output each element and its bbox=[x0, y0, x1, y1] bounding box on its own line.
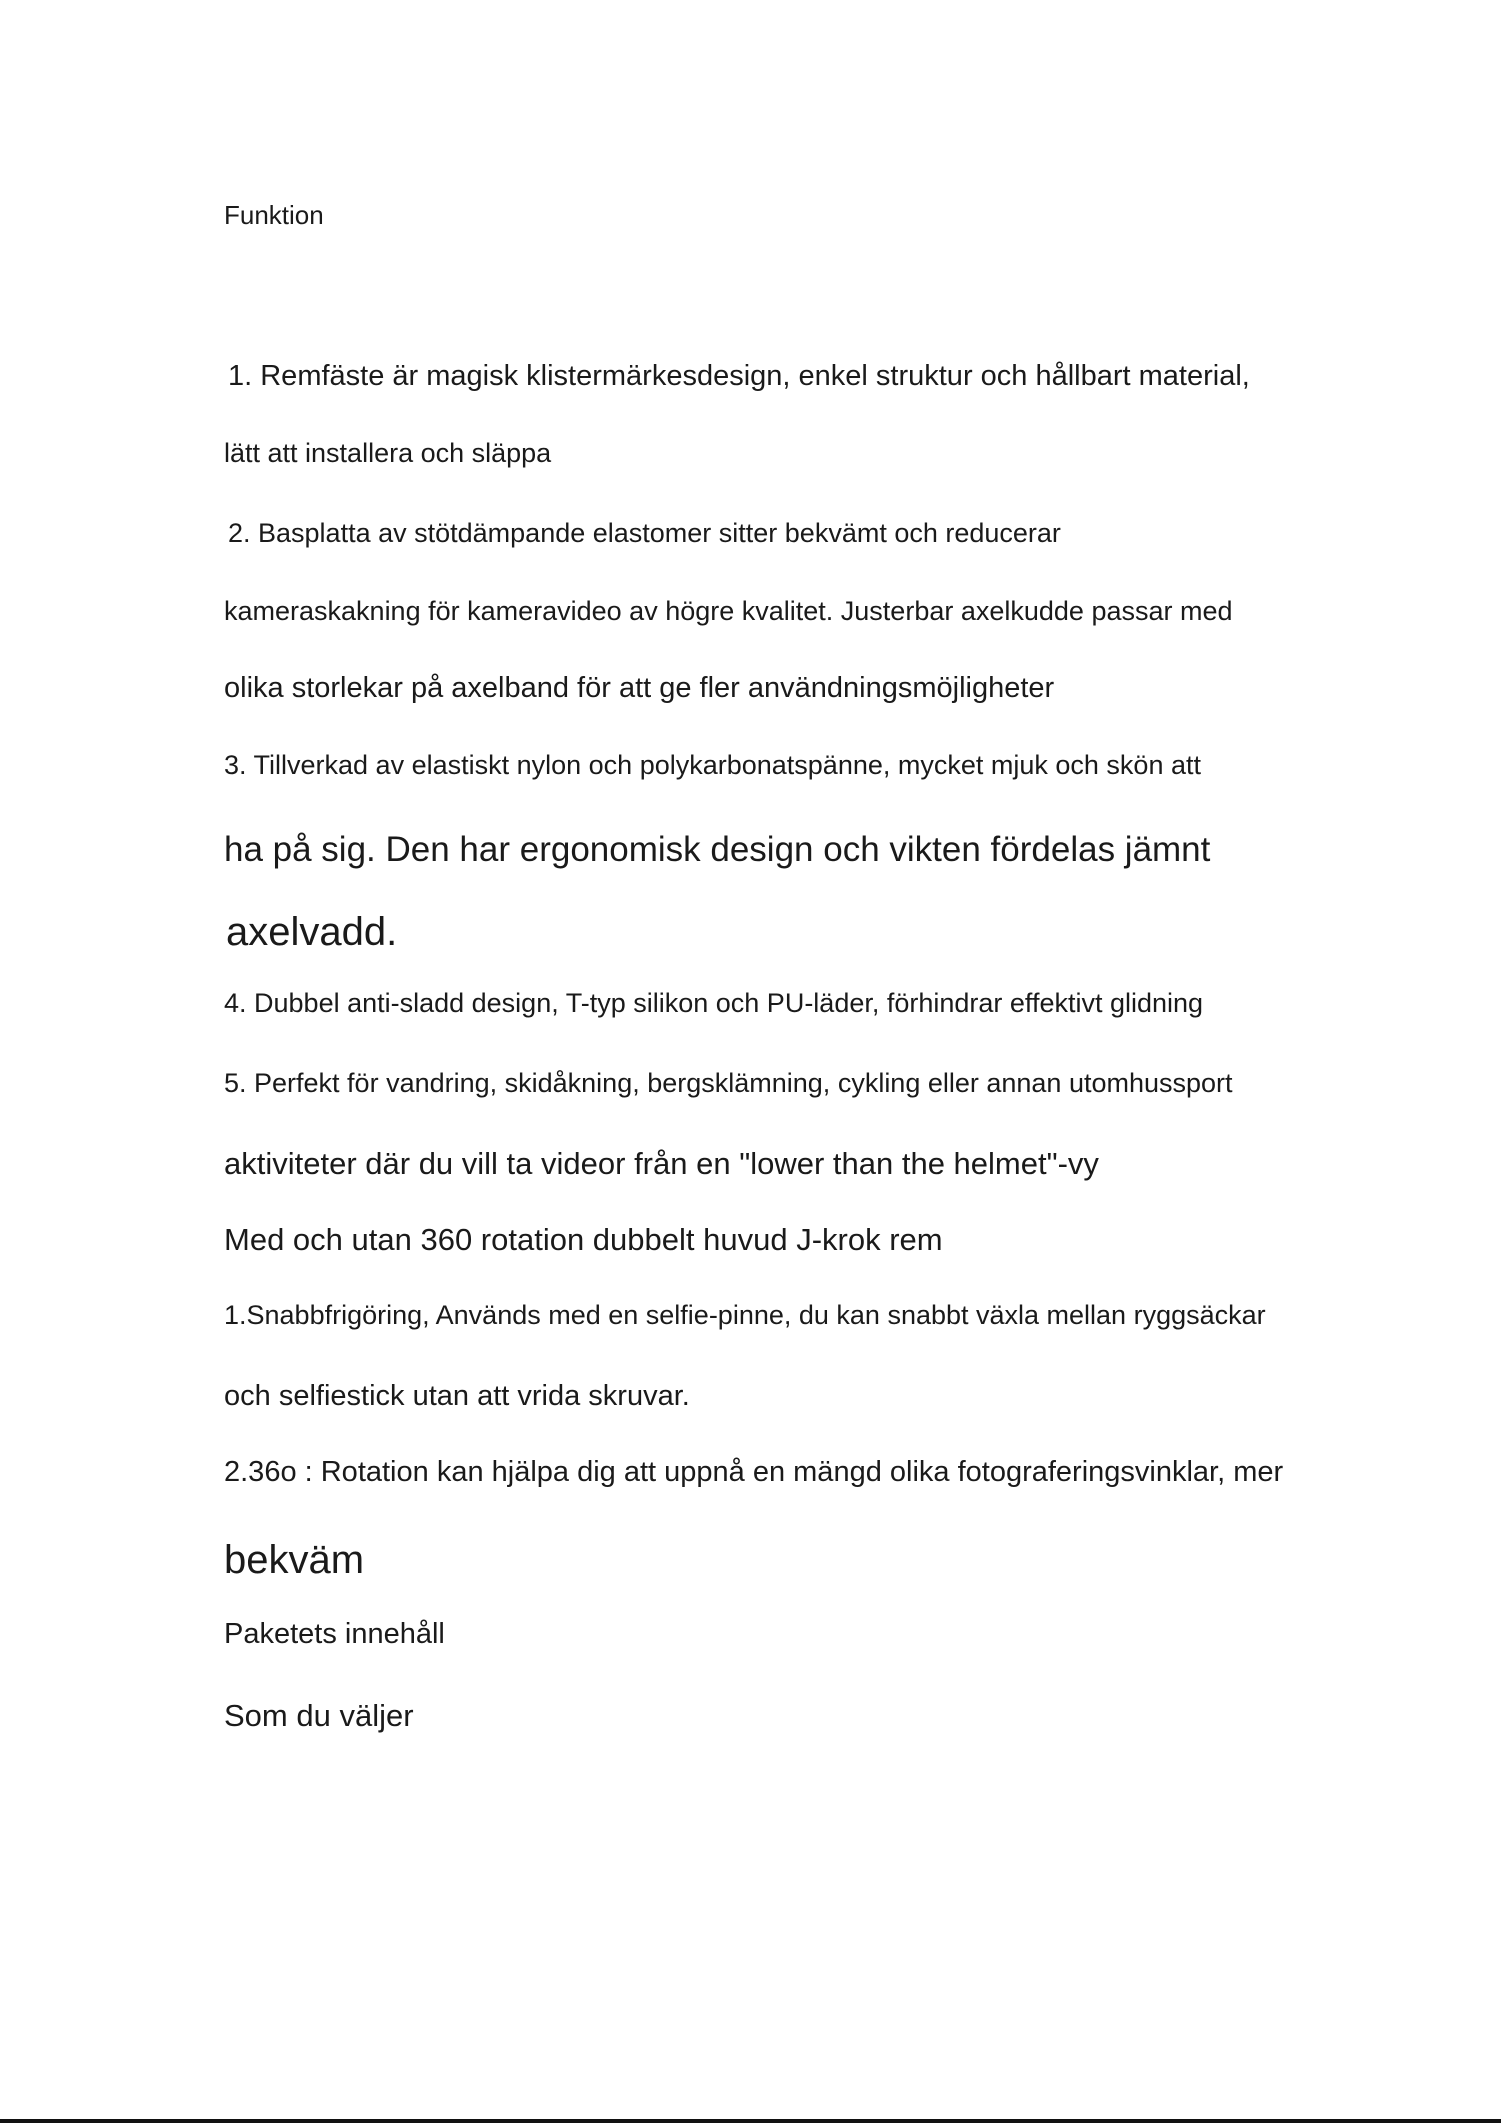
feature-line-4: 4. Dubbel anti-sladd design, T-typ silikon och PU-läder, förhindrar effektivt glidning bbox=[224, 988, 1204, 1018]
feature-line-2-cont-b: olika storlekar på axelband för att ge fler användningsmöjligheter bbox=[224, 672, 1055, 704]
package-contents-value: Som du väljer bbox=[224, 1698, 414, 1733]
feature-line-5: 5. Perfekt för vandring, skidåkning, bergsklämning, cykling eller annan utomhussport bbox=[224, 1068, 1233, 1098]
feature-line-2: 2. Basplatta av stötdämpande elastomer sitter bekvämt och reducerar bbox=[228, 518, 1061, 548]
feature-line-5-cont: aktiviteter där du vill ta videor från en "lower than the helmet"-vy bbox=[224, 1146, 1099, 1181]
package-contents-heading: Paketets innehåll bbox=[224, 1618, 445, 1650]
feature-line-3-cont-b: axelvadd. bbox=[226, 910, 398, 954]
feature-line-2-cont-a: kameraskakning för kameravideo av högre kvalitet. Justerbar axelkudde passar med bbox=[224, 596, 1233, 626]
bottom-border-rule bbox=[0, 2119, 1501, 2123]
feature-line-3-cont-a: ha på sig. Den har ergonomisk design och vikten fördelas jämnt bbox=[224, 830, 1211, 869]
section-heading-funktion: Funktion bbox=[224, 200, 324, 230]
feature-line-1-cont: lätt att installera och släppa bbox=[224, 438, 552, 468]
j-hook-line-1-cont: och selfiestick utan att vrida skruvar. bbox=[224, 1380, 690, 1412]
feature-line-1: 1. Remfäste är magisk klistermärkesdesign, enkel struktur och hållbart material, bbox=[228, 360, 1250, 392]
j-hook-line-1: 1.Snabbfrigöring, Används med en selfie-pinne, du kan snabbt växla mellan ryggsäckar bbox=[224, 1300, 1266, 1330]
j-hook-line-2: 2.36o : Rotation kan hjälpa dig att uppnå en mängd olika fotograferingsvinklar, mer bbox=[224, 1456, 1284, 1488]
subheading-j-hook-strap: Med och utan 360 rotation dubbelt huvud J-krok rem bbox=[224, 1222, 943, 1257]
feature-line-3: 3. Tillverkad av elastiskt nylon och polykarbonatspänne, mycket mjuk och skön att bbox=[224, 750, 1201, 780]
j-hook-line-2-cont: bekväm bbox=[224, 1538, 365, 1582]
